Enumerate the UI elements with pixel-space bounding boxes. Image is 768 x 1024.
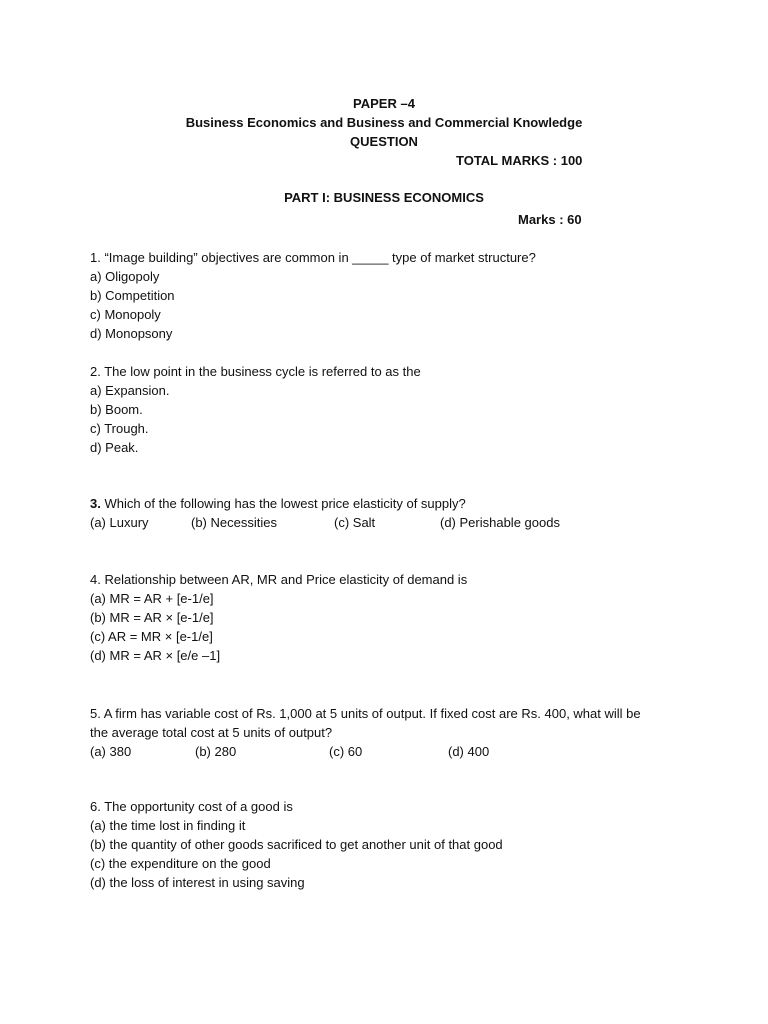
option-row <box>90 742 690 761</box>
question-4 <box>90 570 690 665</box>
option: (c) the expenditure on the good <box>90 856 271 871</box>
paper-number: PAPER –4 <box>353 96 415 111</box>
question-text: 4. Relationship between AR, MR and Price elasticity of demand is <box>90 572 468 587</box>
total-marks: TOTAL MARKS : 100 <box>456 153 583 168</box>
question-2 <box>90 362 690 457</box>
option: (a) 380 <box>90 744 132 759</box>
option: c) Trough. <box>90 421 149 436</box>
question-text-line-2: the average total cost at 5 units of output? <box>90 725 333 740</box>
question-text: 2. The low point in the business cycle is referred to as the <box>90 364 421 379</box>
option: b) Boom. <box>90 402 143 417</box>
option: a) Oligopoly <box>90 269 160 284</box>
question-text <box>90 494 690 513</box>
option: (d) the loss of interest in using saving <box>90 875 305 890</box>
option: (c) AR = MR × [e-1/e] <box>90 629 213 644</box>
option: (c) Salt <box>334 515 376 530</box>
question-text: 6. The opportunity cost of a good is <box>90 799 293 814</box>
option: c) Monopoly <box>90 307 161 322</box>
question-text-line-1: 5. A firm has variable cost of Rs. 1,000 at 5 units of output. If fixed cost are Rs. 400, what will be <box>90 706 641 721</box>
part-marks: Marks : 60 <box>518 212 582 227</box>
option: (d) Perishable goods <box>440 515 560 530</box>
option: (b) the quantity of other goods sacrificed to get another unit of that good <box>90 837 503 852</box>
question-body: Which of the following has the lowest price elasticity of supply? <box>100 496 466 511</box>
option: (b) Necessities <box>191 515 277 530</box>
option: a) Expansion. <box>90 383 170 398</box>
question-text: 1. “Image building” objectives are common in _____ type of market structure? <box>90 250 536 265</box>
question-3 <box>90 494 690 532</box>
option: (b) MR = AR × [e-1/e] <box>90 610 214 625</box>
option: (d) MR = AR × [e/e –1] <box>90 648 221 663</box>
question-6 <box>90 797 690 892</box>
option-row <box>90 513 690 532</box>
option: (c) 60 <box>329 744 363 759</box>
question-1 <box>90 248 690 343</box>
option: (a) the time lost in finding it <box>90 818 246 833</box>
option: (b) 280 <box>195 744 237 759</box>
option: (a) MR = AR + [e-1/e] <box>90 591 214 606</box>
option: (a) Luxury <box>90 515 149 530</box>
option: (d) 400 <box>448 744 490 759</box>
option: d) Peak. <box>90 440 139 455</box>
paper-title: Business Economics and Business and Commercial Knowledge <box>185 115 583 130</box>
question-number: 3. <box>90 496 101 511</box>
part-heading: PART I: BUSINESS ECONOMICS <box>284 190 484 205</box>
option: d) Monopsony <box>90 326 173 341</box>
option: b) Competition <box>90 288 175 303</box>
question-5 <box>90 704 690 761</box>
question-heading: QUESTION <box>350 134 418 149</box>
